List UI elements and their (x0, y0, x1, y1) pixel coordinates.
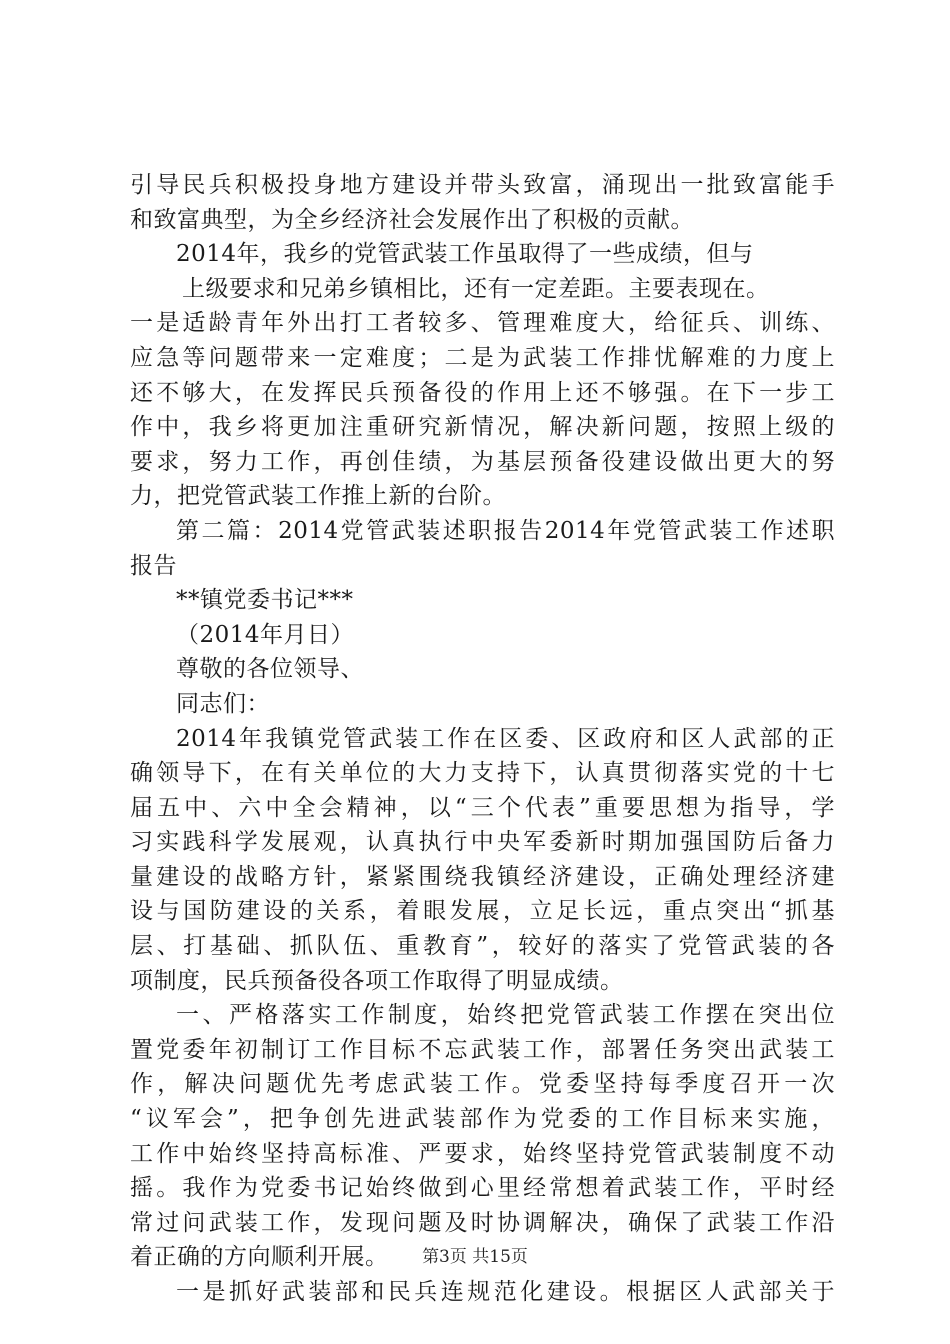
text-line: 确领导下，在有关单位的大力支持下，认真贯彻落实党的十七 (130, 760, 835, 787)
text-line: 一是适龄青年外出打工者较多、管理难度大，给征兵、训练、 (130, 310, 835, 337)
text-line: 项制度，民兵预备役各项工作取得了明显成绩。 (130, 967, 624, 994)
document-body (130, 168, 835, 1310)
text-line: 和致富典型，为全乡经济社会发展作出了积极的贡献。 (130, 206, 694, 233)
text-line: 力，把党管武装工作推上新的台阶。 (130, 483, 506, 510)
paragraph-start-line: 一、严格落实工作制度，始终把党管武装工作摆在突出位 (176, 1002, 835, 1029)
text-line: 上级要求和兄弟乡镇相比，还有一定差距。主要表现在。 (182, 275, 770, 302)
text-line: 习实践科学发展观，认真执行中央军委新时期加强国防后备力 (130, 829, 835, 856)
paragraph-start-line: 2014年，我乡的党管武装工作虽取得了一些成绩，但与 (176, 241, 754, 268)
text-line: “议军会”，把争创先进武装部作为党委的工作目标来实施， (130, 1106, 835, 1133)
text-line: 量建设的战略方针，紧紧围绕我镇经济建设，正确处理经济建 (130, 863, 835, 890)
text-line: 常过问武装工作，发现问题及时协调解决，确保了武装工作沿 (130, 1209, 835, 1236)
paragraph-start-line: 2014年我镇党管武装工作在区委、区政府和区人武部的正 (176, 725, 835, 752)
text-line: 设与国防建设的关系，着眼发展，立足长远，重点突出“抓基 (130, 898, 835, 925)
date-line: （2014年月日） (176, 621, 355, 648)
text-line: 要求，努力工作，再创佳绩，为基层预备役建设做出更大的努 (130, 448, 835, 475)
text-line: 作中，我乡将更加注重研究新情况，解决新问题，按照上级的 (130, 414, 835, 441)
text-line: 引导民兵积极投身地方建设并带头致富，涌现出一批致富能手 (130, 172, 835, 198)
page-number-footer: 第3页 共15页 (422, 1247, 528, 1267)
text-line: 还不够大，在发挥民兵预备役的作用上还不够强。在下一步工 (130, 379, 835, 406)
text-line: 着正确的方向顺利开展。 (130, 1244, 389, 1271)
text-line: 作，解决问题优先考虑武装工作。党委坚持每季度召开一次 (130, 1071, 835, 1098)
paragraph-start-line: 一是抓好武装部和民兵连规范化建设。根据区人武部关于 (176, 1279, 835, 1305)
text-line: 摇。我作为党委书记始终做到心里经常想着武装工作，平时经 (130, 1175, 835, 1202)
text-line: 工作中始终坚持高标准、严要求，始终坚持党管武装制度不动 (130, 1140, 835, 1167)
text-line: 届五中、六中全会精神，以“三个代表”重要思想为指导，学 (130, 794, 835, 821)
salutation-line: 尊敬的各位领导、 (176, 656, 364, 683)
salutation-line: 同志们： (176, 690, 270, 717)
section-heading: 第二篇：2014党管武装述职报告2014年党管武装工作述职 (176, 517, 835, 544)
section-heading-continued: 报告 (130, 552, 177, 579)
text-line: 置党委年初制订工作目标不忘武装工作，部署任务突出武装工 (130, 1036, 835, 1063)
author-line: **镇党委书记*** (176, 587, 354, 614)
text-line: 应急等问题带来一定难度；二是为武装工作排忧解难的力度上 (130, 344, 835, 371)
text-line: 层、打基础、抓队伍、重教育”，较好的落实了党管武装的各 (130, 933, 835, 960)
